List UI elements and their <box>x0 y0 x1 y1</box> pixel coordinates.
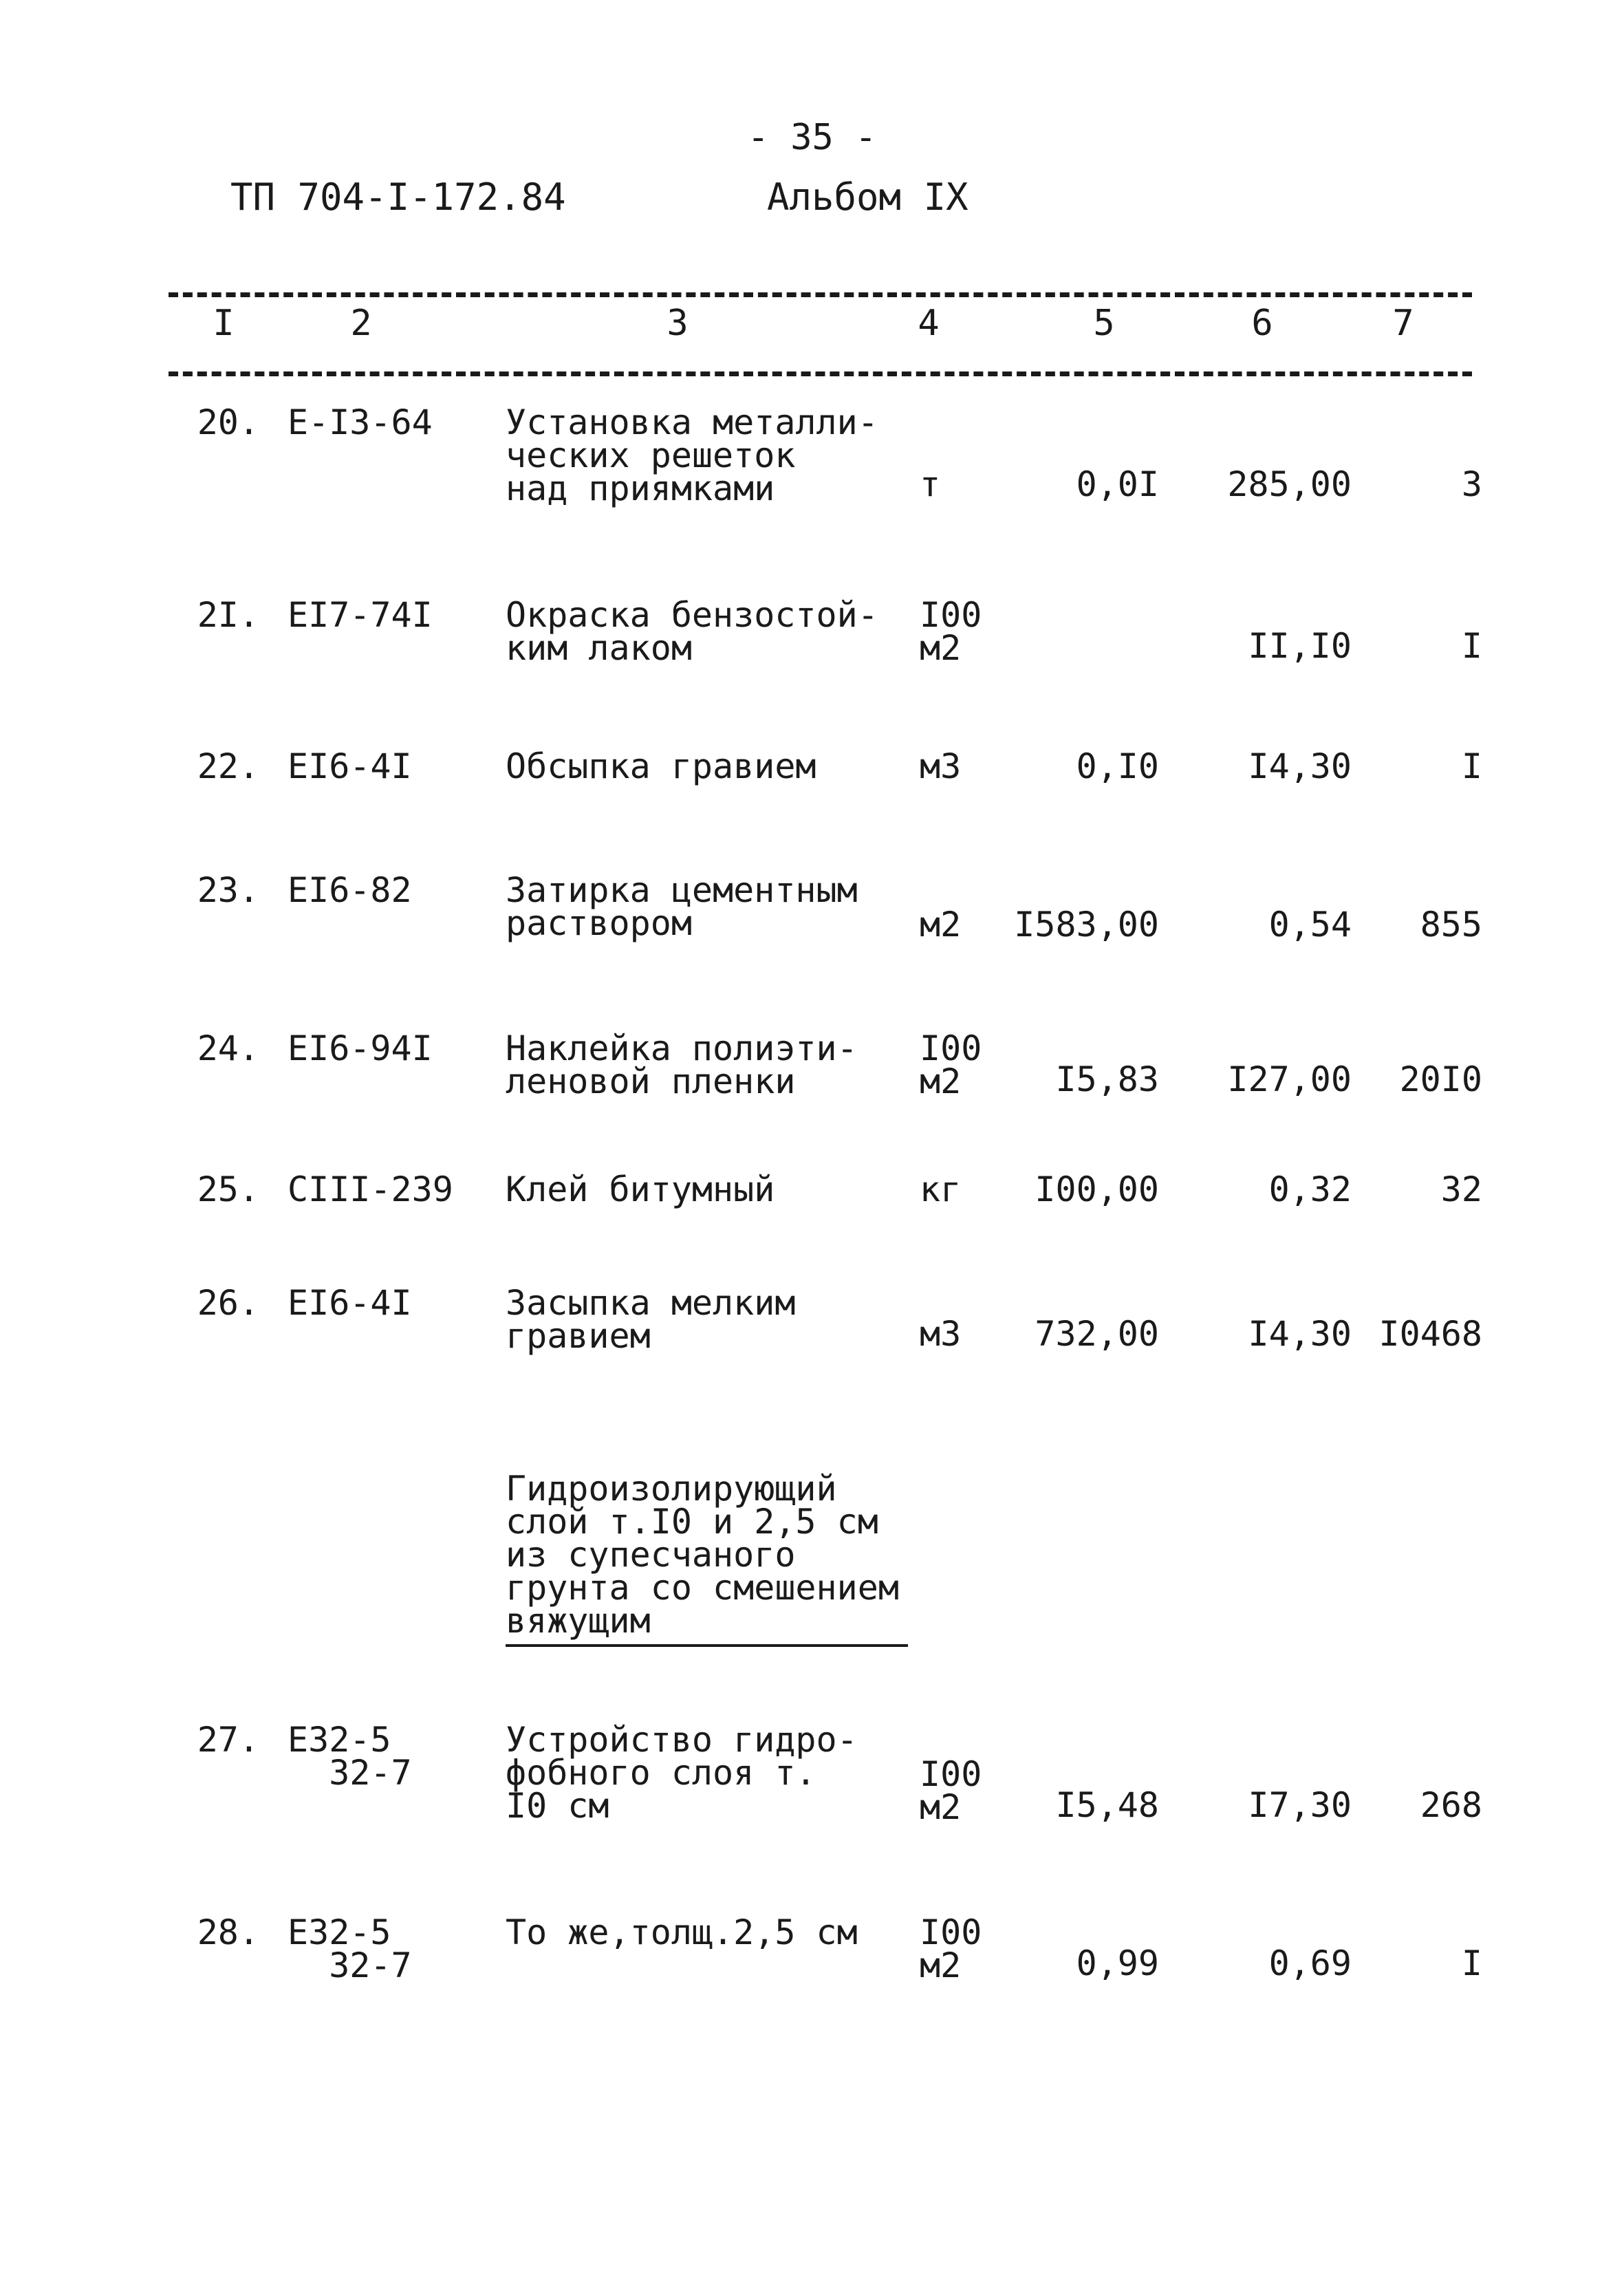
column-header-5: 5 <box>1093 303 1115 344</box>
unit-price: 0,32 <box>1268 1169 1352 1209</box>
row-number: 20. <box>197 402 259 442</box>
unit: I00 м2 <box>920 595 982 668</box>
work-name: Обсыпка гравием <box>506 746 816 786</box>
total-cost: 3 <box>1461 464 1482 504</box>
column-header-1: I <box>213 303 235 344</box>
column-header-4: 4 <box>918 303 940 344</box>
column-header-2: 2 <box>350 303 372 344</box>
album-label: Альбом IX <box>767 175 968 219</box>
work-name: Устройство гидро- фобного слоя т. I0 см <box>506 1720 858 1826</box>
unit-price: 285,00 <box>1227 464 1352 504</box>
column-header-3: 3 <box>667 303 689 344</box>
work-name: Затирка цементным раствором <box>506 870 858 943</box>
unit: т <box>920 464 941 504</box>
table-top-rule <box>169 292 1472 297</box>
row-number: 25. <box>197 1169 259 1209</box>
column-header-7: 7 <box>1392 303 1414 344</box>
unit-price: II,I0 <box>1248 626 1352 666</box>
section-underline <box>506 1644 908 1647</box>
quantity: 732,00 <box>1035 1314 1159 1354</box>
unit: I00 м2 <box>920 1028 982 1101</box>
work-name: Окраска бензостой- ким лаком <box>506 595 878 668</box>
row-number: 2I. <box>197 595 259 635</box>
rate-code: ЕI6-94I <box>288 1028 433 1068</box>
quantity: 0,99 <box>1076 1943 1159 1983</box>
row-number: 27. <box>197 1720 259 1760</box>
rate-code: Е-I3-64 <box>288 402 433 442</box>
unit-price: 0,54 <box>1268 905 1352 945</box>
total-cost: 32 <box>1440 1169 1482 1209</box>
rate-code: ЕI6-4I <box>288 746 412 786</box>
work-name: Установка металли- ческих решеток над приямками <box>506 402 878 508</box>
row-number: 24. <box>197 1028 259 1068</box>
quantity: 0,I0 <box>1076 746 1159 786</box>
work-name: Наклейка полиэти- леновой пленки <box>506 1028 858 1101</box>
unit: м3 <box>920 1314 962 1354</box>
total-cost: I0468 <box>1378 1314 1482 1354</box>
quantity: I583,00 <box>1014 905 1159 945</box>
total-cost: 855 <box>1420 905 1482 945</box>
row-number: 26. <box>197 1283 259 1323</box>
section-title: Гидроизолирующий слой т.I0 и 2,5 см из супесчаного грунта со смешением вяжущим <box>506 1469 899 1641</box>
unit: I00 м2 <box>920 1912 982 1985</box>
unit-price: I27,00 <box>1227 1059 1352 1099</box>
column-header-6: 6 <box>1251 303 1273 344</box>
rate-code: Е32-5 32-7 <box>288 1720 412 1793</box>
row-number: 23. <box>197 870 259 910</box>
unit-price: 0,69 <box>1268 1943 1352 1983</box>
unit-price: I7,30 <box>1248 1785 1352 1825</box>
work-name: То же,толщ.2,5 см <box>506 1912 858 1952</box>
unit: м2 <box>920 905 962 945</box>
total-cost: I <box>1461 746 1482 786</box>
total-cost: 268 <box>1420 1785 1482 1825</box>
quantity: I5,83 <box>1055 1059 1159 1099</box>
total-cost: I <box>1461 626 1482 666</box>
document-id: ТП 704-I-172.84 <box>230 175 566 219</box>
total-cost: I <box>1461 1943 1482 1983</box>
unit: кг <box>920 1169 962 1209</box>
rate-code: ЕI7-74I <box>288 595 433 635</box>
rate-code: Е32-5 32-7 <box>288 1912 412 1985</box>
quantity: 0,0I <box>1076 464 1159 504</box>
work-name: Клей битумный <box>506 1169 775 1209</box>
unit-price: I4,30 <box>1248 746 1352 786</box>
unit: I00 м2 <box>920 1754 982 1827</box>
quantity: I5,48 <box>1055 1785 1159 1825</box>
table-header-rule <box>169 371 1472 376</box>
work-name: Засыпка мелким гравием <box>506 1283 796 1356</box>
total-cost: 20I0 <box>1399 1059 1482 1099</box>
page-number: - 35 - <box>747 117 877 158</box>
unit: м3 <box>920 746 962 786</box>
row-number: 22. <box>197 746 259 786</box>
rate-code: СIII-239 <box>288 1169 453 1209</box>
rate-code: ЕI6-82 <box>288 870 412 910</box>
rate-code: ЕI6-4I <box>288 1283 412 1323</box>
unit-price: I4,30 <box>1248 1314 1352 1354</box>
row-number: 28. <box>197 1912 259 1952</box>
quantity: I00,00 <box>1035 1169 1159 1209</box>
